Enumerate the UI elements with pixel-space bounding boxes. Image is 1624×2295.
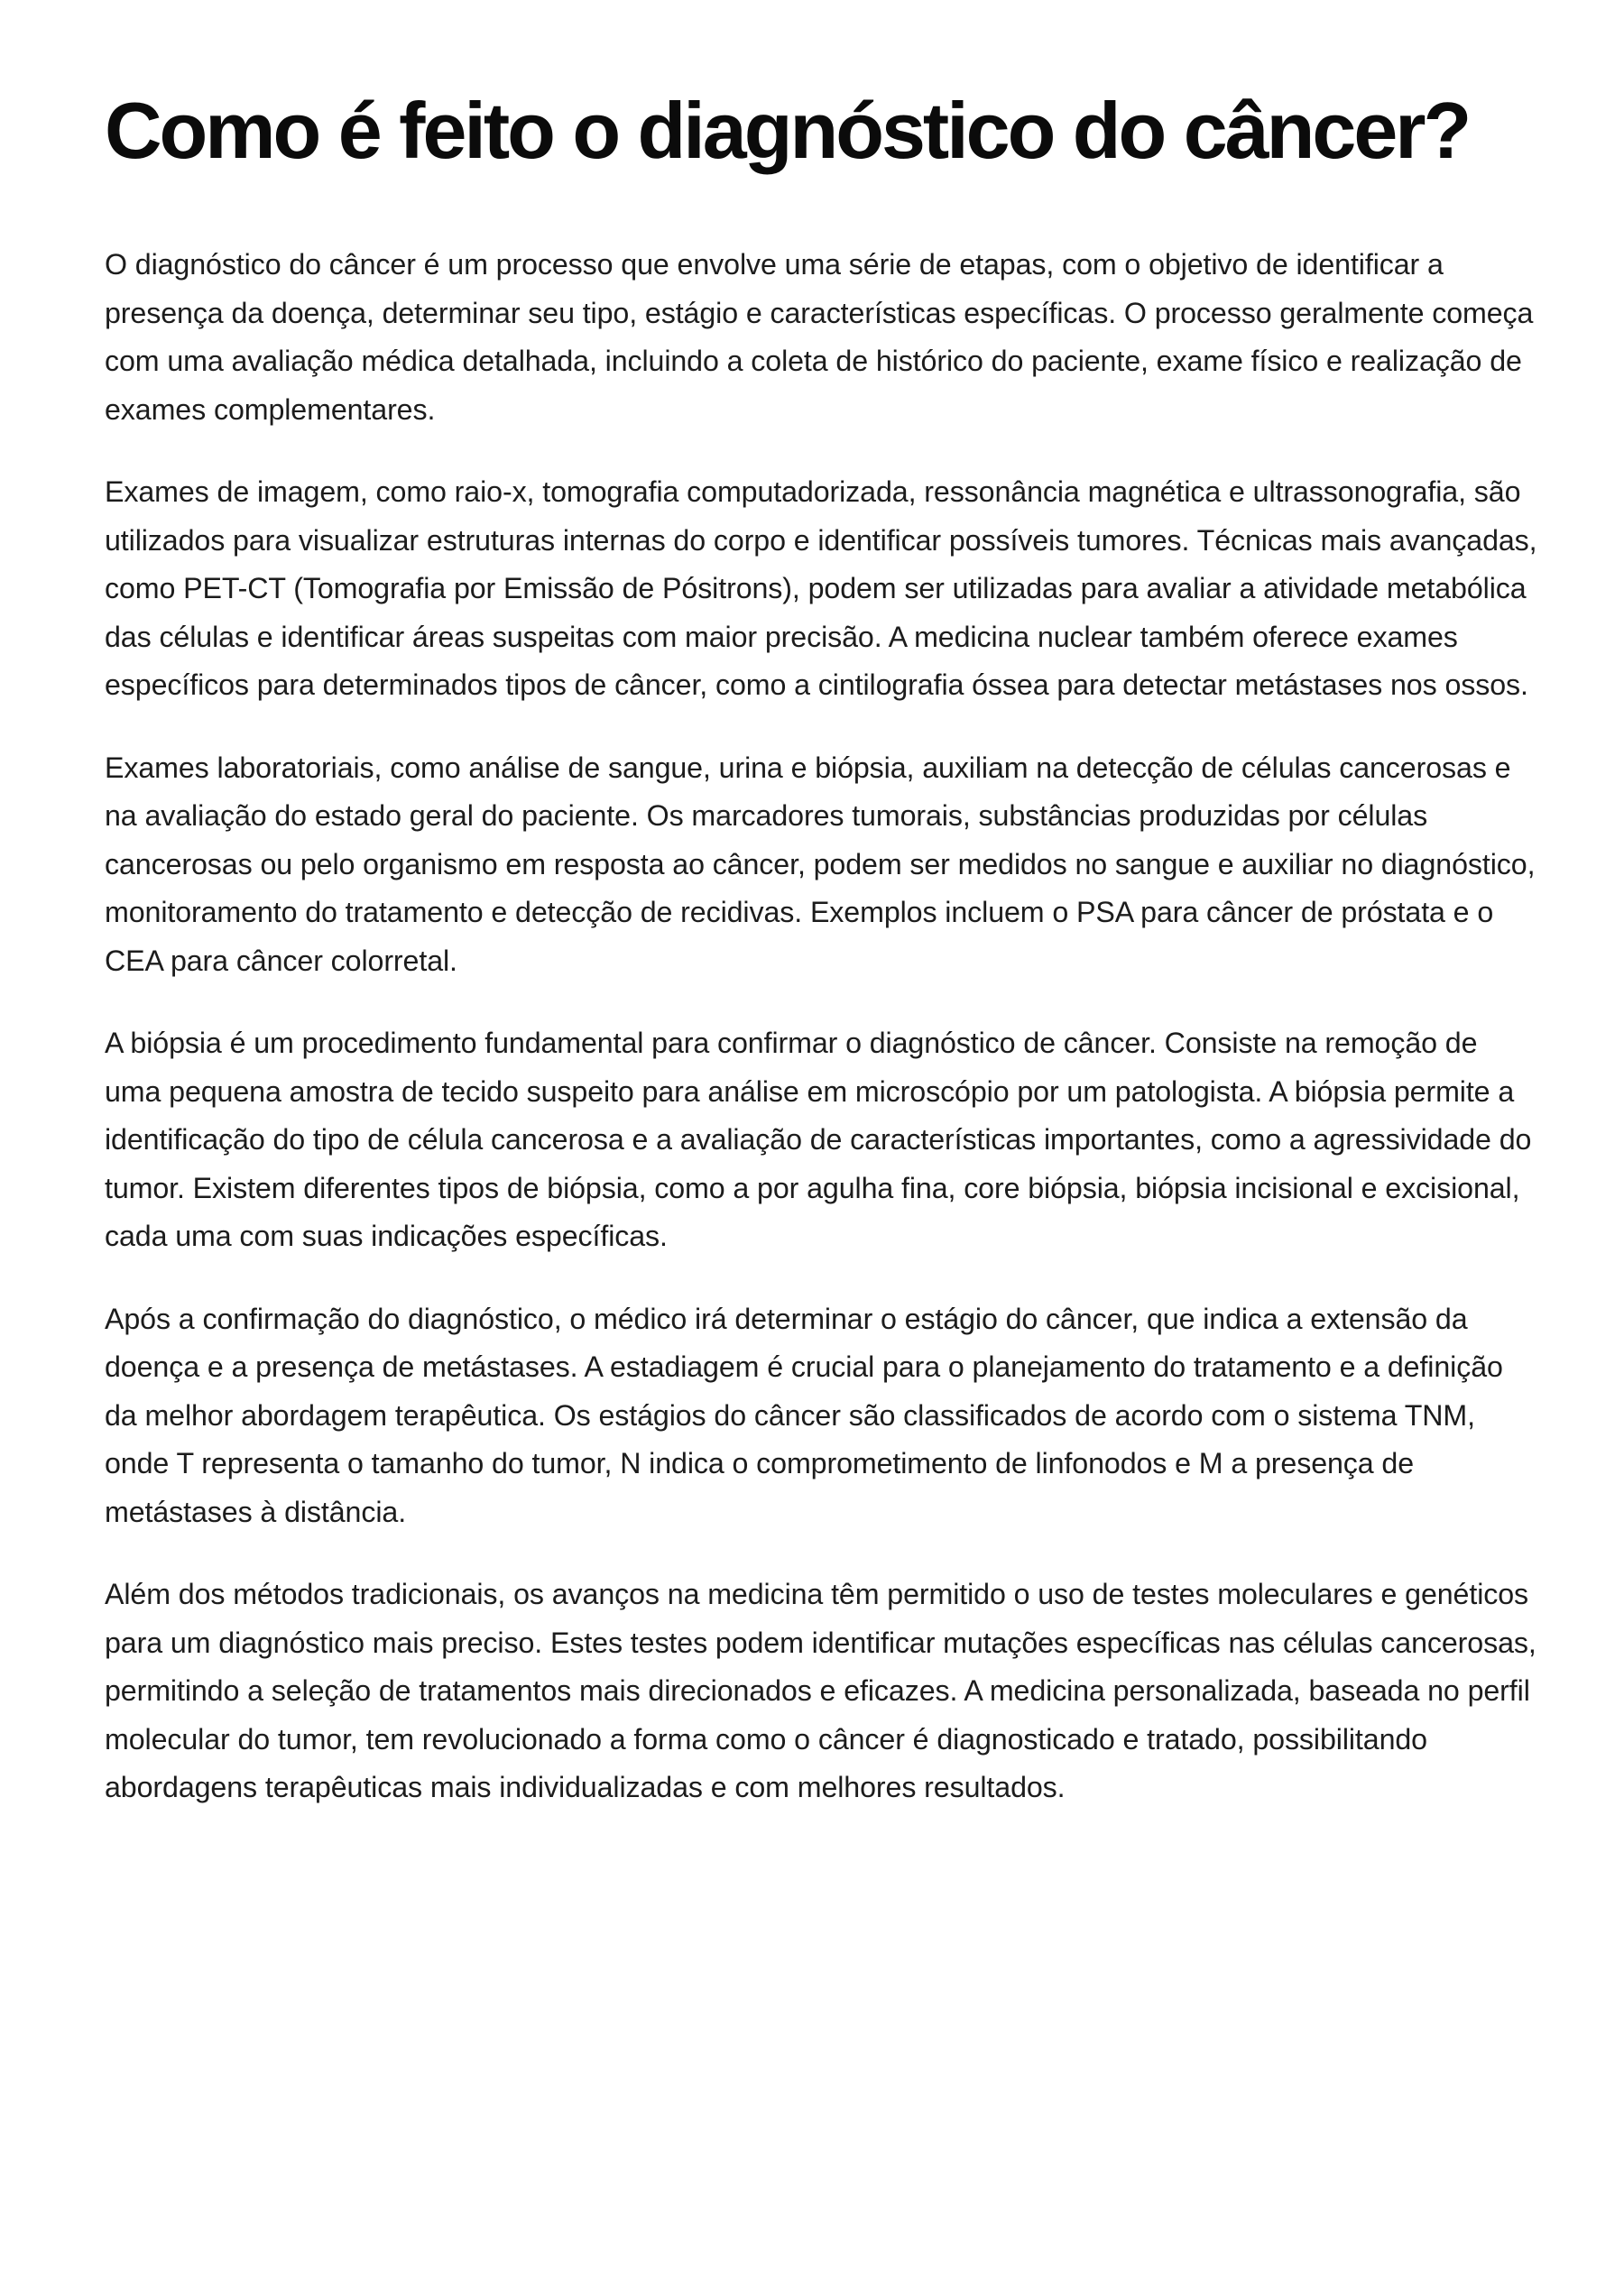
paragraph-laboratory-exams: Exames laboratoriais, como análise de sangue, urina e biópsia, auxiliam na detecção de células cancerosas e na avaliação do estado geral do paciente. Os marcadores tumorais, substâncias produzidas por células cancerosas ou pelo organismo em resposta ao câncer, podem ser medidos no sangue e auxiliar no diagnóstico, monitoramento do tratamento e detecção de recidivas. Exemplos incluem o PSA para câncer de próstata e o CEA para câncer colorretal.: [105, 751, 1536, 977]
paragraph-biopsy: A biópsia é um procedimento fundamental para confirmar o diagnóstico de câncer. Consiste na remoção de uma pequena amostra de tecido suspeito para análise em microscópio por um patologista. A biópsia permite a identificação do tipo de célula cancerosa e a avaliação de características importantes, como a agressividade do tumor. Existem diferentes tipos de biópsia, como a por agulha fina, core biópsia, biópsia incisional e excisional, cada uma com suas indicações específicas.: [105, 1027, 1532, 1252]
page-title: Como é feito o diagnóstico do câncer?: [105, 86, 1470, 175]
paragraph-imaging-exams: Exames de imagem, como raio-x, tomografia computadorizada, ressonância magnética e ultrassonografia, são utilizados para visualizar estruturas internas do corpo e identificar possíveis tumores. Técnicas mais avançadas, como PET-CT (Tomografia por Emissão de Pósitrons), podem ser utilizadas para avaliar a atividade metabólica das células e identificar áreas suspeitas com maior precisão. A medicina nuclear também oferece exames específicos para determinados tipos de câncer, como a cintilografia óssea para detectar metástases nos ossos.: [105, 475, 1537, 701]
paragraph-intro: O diagnóstico do câncer é um processo que envolve uma série de etapas, com o objetivo de identificar a presença da doença, determinar seu tipo, estágio e características específicas. O processo geralmente começa com uma avaliação médica detalhada, incluindo a coleta de histórico do paciente, exame físico e realização de exames complementares.: [105, 248, 1534, 426]
paragraph-staging: Após a confirmação do diagnóstico, o médico irá determinar o estágio do câncer, que indica a extensão da doença e a presença de metástases. A estadiagem é crucial para o planejamento do tratamento e a definição da melhor abordagem terapêutica. Os estágios do câncer são classificados de acordo com o sistema TNM, onde T representa o tamanho do tumor, N indica o comprometimento de linfonodos e M a presença de metástases à distância.: [105, 1302, 1503, 1528]
paragraph-molecular-tests: Além dos métodos tradicionais, os avanços na medicina têm permitido o uso de testes moleculares e genéticos para um diagnóstico mais preciso. Estes testes podem identificar mutações específicas nas células cancerosas, permitindo a seleção de tratamentos mais direcionados e eficazes. A medicina personalizada, baseada no perfil molecular do tumor, tem revolucionado a forma como o câncer é diagnosticado e tratado, possibilitando abordagens terapêuticas mais individualizadas e com melhores resultados.: [105, 1578, 1536, 1803]
document-page: [105, 86, 1539, 1847]
